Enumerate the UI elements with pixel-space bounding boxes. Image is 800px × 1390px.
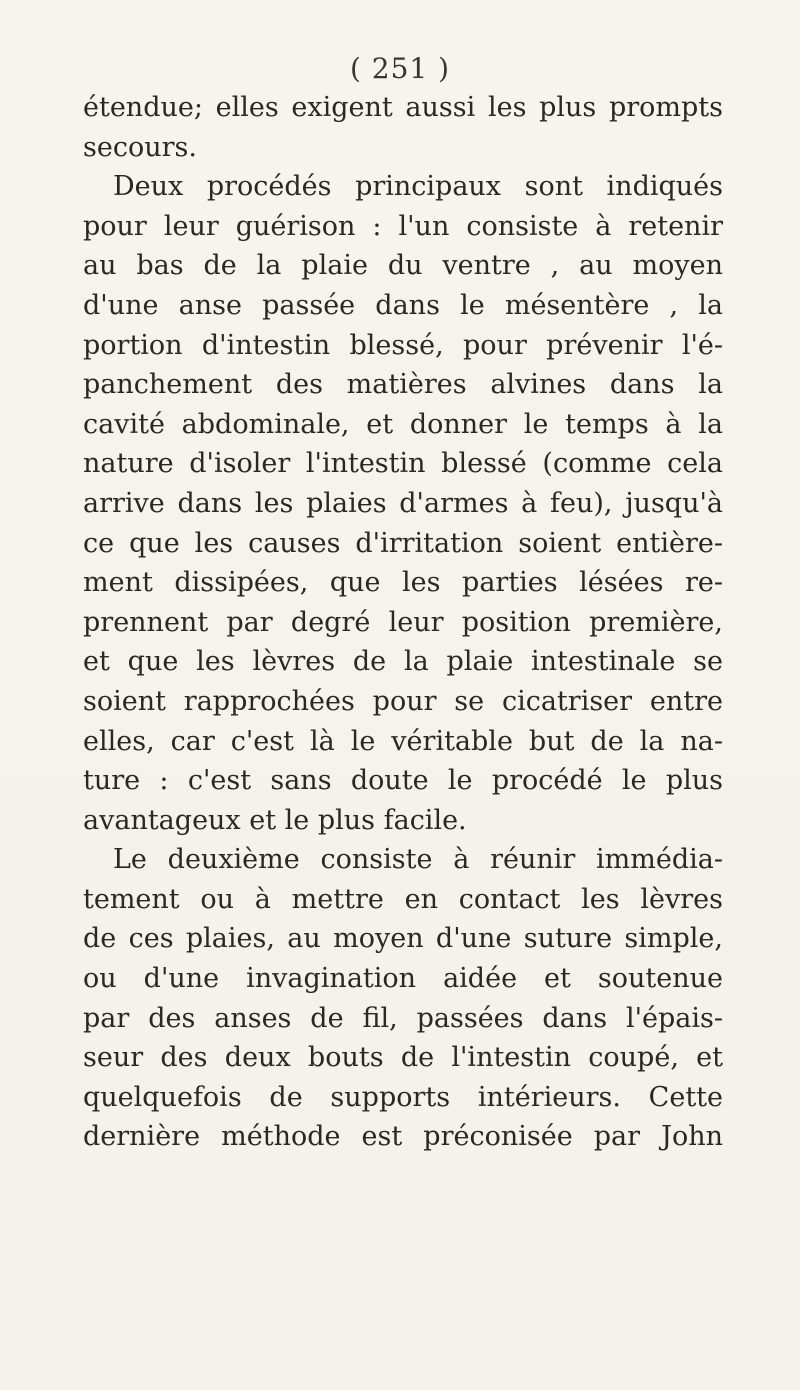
text-line: d'une anse passée dans le mésentère , la [83, 289, 723, 321]
text-line: pour leur guérison : l'un consiste à retenir [83, 210, 723, 242]
text-line: et que les lèvres de la plaie intestinale se [83, 646, 723, 678]
text-line: arrive dans les plaies d'armes à feu), jusqu'à [83, 487, 723, 519]
text-line: soient rapprochées pour se cicatriser entre [83, 685, 723, 717]
text-line: seur des deux bouts de l'intestin coupé, et [83, 1042, 723, 1074]
text-line: secours. [83, 131, 197, 163]
paragraph-start-line: Le deuxième consiste à réunir immédia- [113, 844, 723, 876]
text-line: portion d'intestin blessé, pour prévenir l'é- [83, 329, 723, 361]
text-line: quelquefois de supports intérieurs. Cette [83, 1081, 723, 1113]
text-line: prennent par degré leur position première, [83, 606, 723, 638]
text-line: de ces plaies, au moyen d'une suture simple, [83, 923, 723, 955]
text-line: tement ou à mettre en contact les lèvres [83, 883, 723, 915]
paragraph-start-line: Deux procédés principaux sont indiqués [113, 171, 723, 203]
text-line: cavité abdominale, et donner le temps à la [83, 408, 723, 440]
text-line: ce que les causes d'irritation soient entière- [83, 527, 723, 559]
page-number: ( 251 ) [349, 52, 451, 85]
text-line: ture : c'est sans doute le procédé le plus [83, 765, 723, 797]
body-text [83, 88, 723, 1157]
text-line: dernière méthode est préconisée par John [83, 1121, 723, 1153]
text-line: nature d'isoler l'intestin blessé (comme cela [83, 448, 723, 480]
text-line: ment dissipées, que les parties lésées re- [83, 567, 723, 599]
text-line: avantageux et le plus facile. [83, 804, 467, 836]
text-line: ou d'une invagination aidée et soutenue [83, 963, 723, 995]
text-line: par des anses de fil, passées dans l'épais- [83, 1002, 723, 1034]
text-line: elles, car c'est là le véritable but de la na- [83, 725, 723, 757]
text-line: au bas de la plaie du ventre , au moyen [83, 250, 723, 282]
text-line: panchement des matières alvines dans la [83, 369, 723, 401]
text-line: étendue; elles exigent aussi les plus prompts [83, 92, 723, 123]
